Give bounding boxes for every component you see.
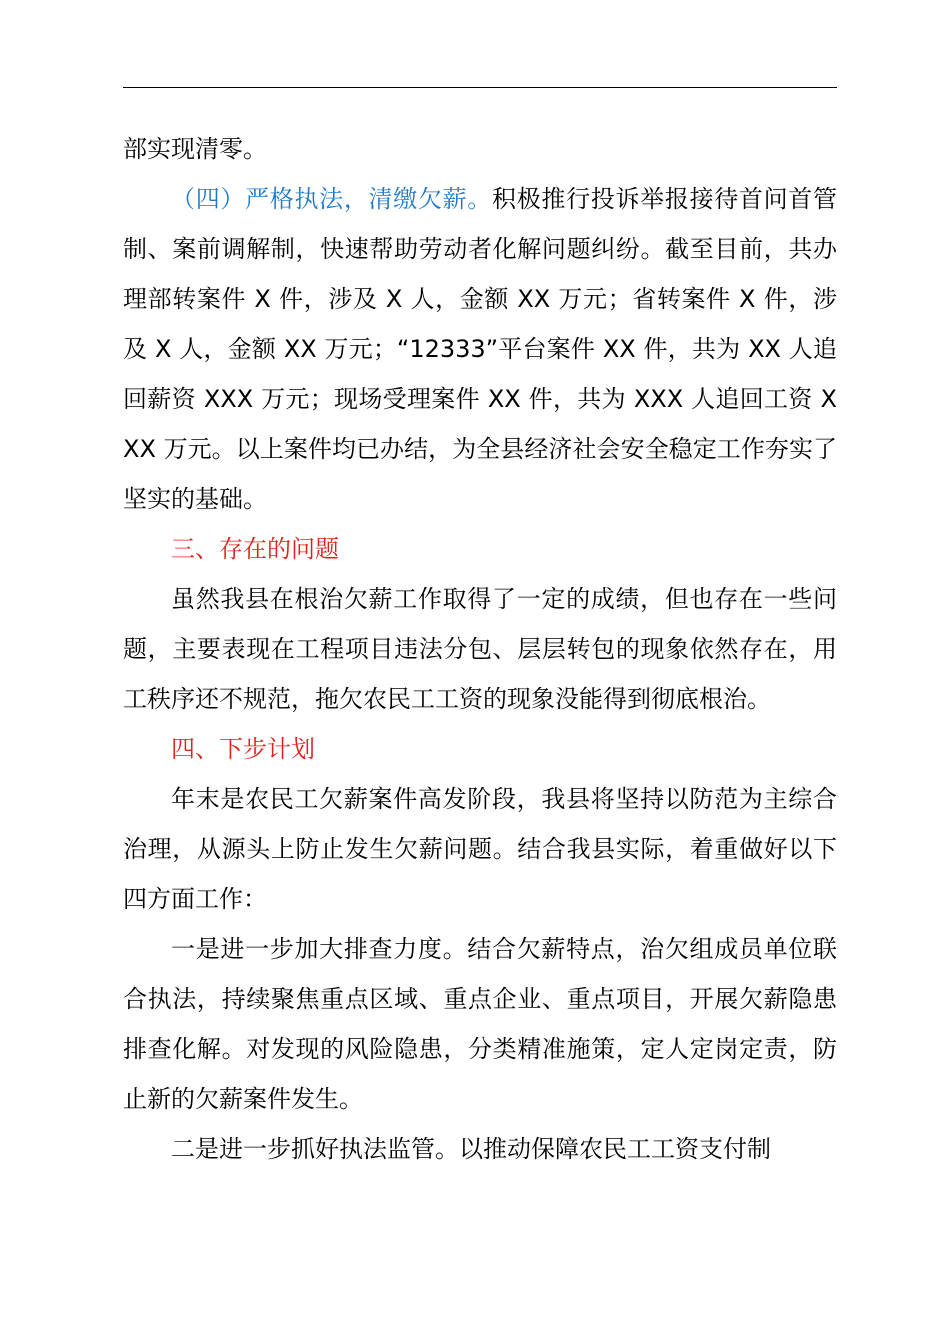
document-body xyxy=(123,124,837,1174)
paragraph-item-one: 一是进一步加大排查力度。结合欠薪特点，治欠组成员单位联合执法，持续聚焦重点区域、重点企业、重点项目，开展欠薪隐患排查化解。对发现的风险隐患，分类精准施策，定人定岗定责，防止新的欠薪案件发生。 xyxy=(123,935,837,1113)
paragraph-enforcement-text: 积极推行投诉举报接待首问首管制、案前调解制，快速帮助劳动者化解问题纠纷。截至目前，共办理部转案件 X 件，涉及 X 人，金额 XX 万元；省转案件 X 件，涉及 X 人，金额 XX 万元；“12333”平台案件 XX 件，共为 XX 人追回薪资 XXX 万元；现场受理案件 XX 件，共为 XXX 人追回工资 XXX 万元。以上案件均已办结，为全县经济社会安全稳定工作夯实了坚实的基础。 xyxy=(123,185,837,513)
section-heading-problems: 三、存在的问题 xyxy=(171,535,339,563)
subheading-enforcement: （四）严格执法，清缴欠薪。 xyxy=(171,185,492,213)
paragraph-continuation-text: 部实现清零。 xyxy=(123,135,267,163)
paragraph-item-two: 二是进一步抓好执法监管。以推动保障农民工工资支付制 xyxy=(171,1135,771,1163)
section-heading-next-steps: 四、下步计划 xyxy=(171,735,315,763)
paragraph-enforcement xyxy=(123,174,837,524)
paragraph-next-steps-intro: 年末是农民工欠薪案件高发阶段，我县将坚持以防范为主综合治理，从源头上防止发生欠薪问题。结合我县实际，着重做好以下四方面工作： xyxy=(123,785,837,913)
header-rule xyxy=(123,87,837,88)
paragraph-continuation xyxy=(123,124,837,174)
paragraph-problems: 虽然我县在根治欠薪工作取得了一定的成绩，但也存在一些问题，主要表现在工程项目违法分包、层层转包的现象依然存在，用工秩序还不规范，拖欠农民工工资的现象没能得到彻底根治。 xyxy=(123,585,837,713)
